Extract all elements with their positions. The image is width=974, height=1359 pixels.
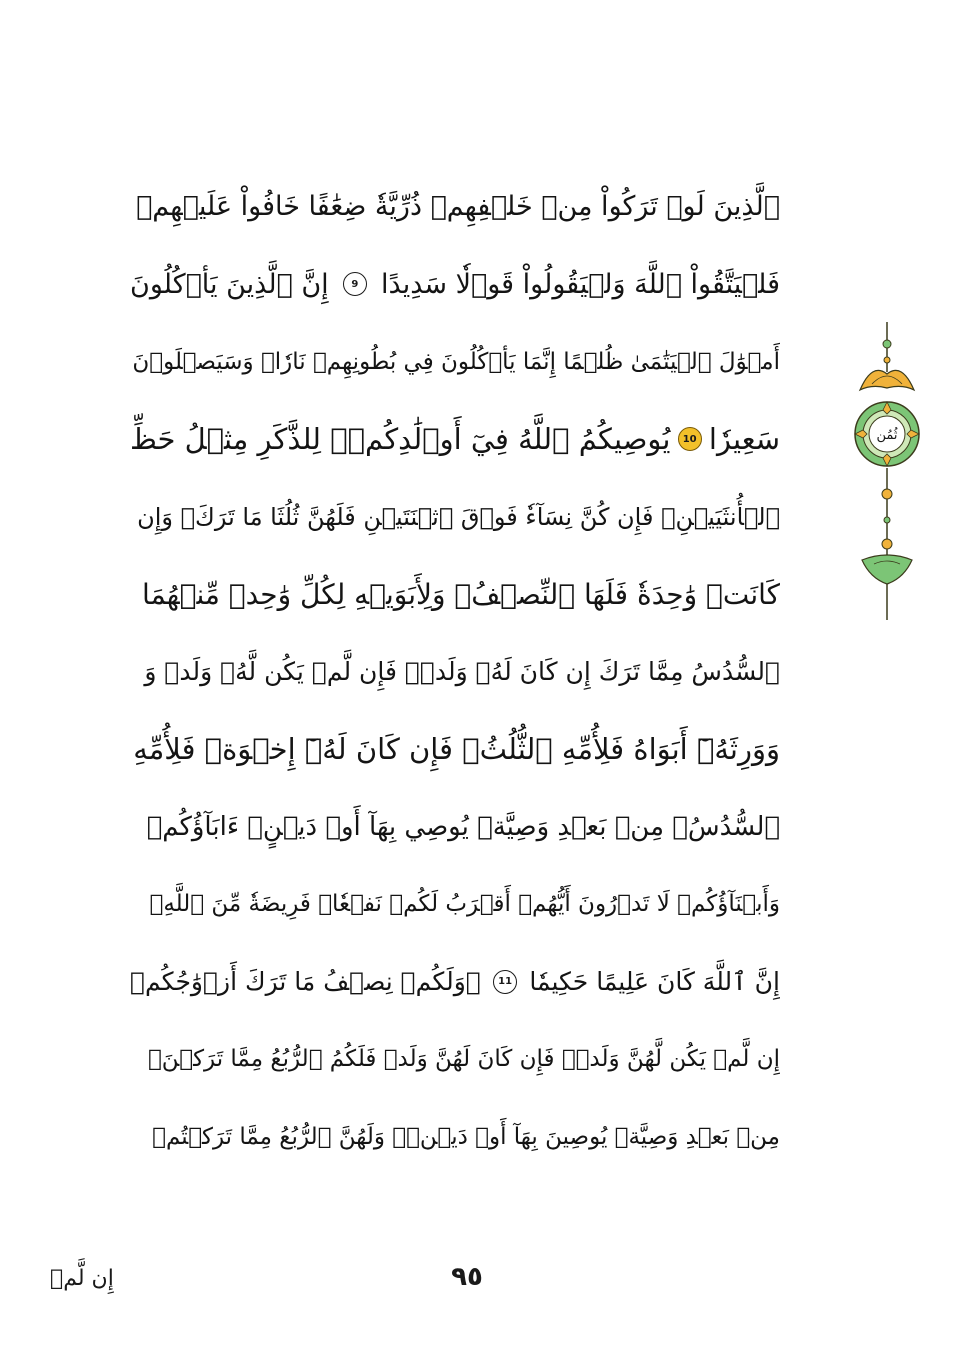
text-line-4	[130, 401, 780, 479]
text-line-11	[130, 943, 780, 1021]
line-6-text: كَانَتۡ وَٰحِدَةٗ فَلَهَا ٱلنِّصۡفُۚ وَلِأَبَوَيۡهِ لِكُلِّ وَٰحِدٖ مِّنۡهُمَا	[142, 577, 780, 611]
text-line-6	[130, 556, 780, 634]
text-line-12	[130, 1021, 780, 1099]
text-line-9	[130, 788, 780, 866]
line-4-text-b: يُوصِيكُمُ ٱللَّهُ فِيٓ أَوۡلَٰدِكُمۡۖ لِلذَّكَرِ مِثۡلُ حَظِّ	[130, 422, 671, 457]
hizb-margin-ornament-icon	[852, 322, 922, 622]
text-line-13	[130, 1098, 780, 1176]
line-11-text-b: ۞وَلَكُمۡ نِصۡفُ مَا تَرَكَ أَزۡوَٰجُكُمۡ	[130, 967, 481, 997]
line-9-text: ٱلسُّدُسُۚ مِنۢ بَعۡدِ وَصِيَّةٖ يُوصِي بِهَآ أَوۡ دَيۡنٍۗ ءَابَآؤُكُمۡ	[146, 811, 780, 842]
line-11-text-a: إِنَّ ٱللَّهَ كَانَ عَلِيمًا حَكِيمٗا	[529, 967, 780, 997]
line-10-text: وَأَبۡنَآؤُكُمۡ لَا تَدۡرُونَ أَيُّهُمۡ أَقۡرَبُ لَكُمۡ نَفۡعٗاۚ فَرِيضَةٗ مِّنَ ٱللَّهِۗ	[149, 891, 780, 918]
line-7-text: ٱلسُّدُسُ مِمَّا تَرَكَ إِن كَانَ لَهُۥ وَلَدٞۚ فَإِن لَّمۡ يَكُن لَّهُۥ وَلَدٞ وَ	[144, 657, 780, 687]
line-1-text: ٱلَّذِينَ لَوۡ تَرَكُواْ مِنۡ خَلۡفِهِمۡ ذُرِّيَّةٗ ضِعَٰفًا خَافُواْ عَلَيۡهِمۡ	[136, 191, 780, 223]
line-3-text: أَمۡوَٰلَ ٱلۡيَتَٰمَىٰ ظُلۡمًا إِنَّمَا يَأۡكُلُونَ فِي بُطُونِهِمۡ نَارٗاۖ وَسَيَصۡلَوۡنَ	[132, 348, 780, 375]
line-13-text: مِنۢ بَعۡدِ وَصِيَّةٖ يُوصِينَ بِهَآ أَوۡ دَيۡنٖۚ وَلَهُنَّ ٱلرُّبُعُ مِمَّا تَرَكۡتُمۡ	[152, 1123, 780, 1150]
text-line-1	[130, 168, 780, 246]
line-12-text: إِن لَّمۡ يَكُن لَّهُنَّ وَلَدٞۚ فَإِن كَانَ لَهُنَّ وَلَدٞ فَلَكُمُ ٱلرُّبُعُ مِمَّا تَرَكۡنَۚ	[147, 1046, 780, 1073]
line-8-text: وَوَرِثَهُۥٓ أَبَوَاهُ فَلِأُمِّهِ ٱلثُّلُثُۚ فَإِن كَانَ لَهُۥٓ إِخۡوَةٞ فَلِأُمِّهِ	[133, 732, 780, 767]
ayah-end-marker-11: 11	[493, 970, 517, 994]
text-line-3	[130, 323, 780, 401]
text-line-7	[130, 633, 780, 711]
line-5-text: ٱلۡأُنثَيَيۡنِۚ فَإِن كُنَّ نِسَآءٗ فَوۡقَ ٱثۡنَتَيۡنِ فَلَهُنَّ ثُلُثَا مَا تَرَكَۖ وَإِن	[137, 502, 780, 531]
quran-text-block	[130, 168, 780, 1176]
text-line-2	[130, 246, 780, 324]
ayah-end-marker-10: 10	[678, 427, 702, 451]
page-number: ٩٥	[451, 1262, 483, 1292]
ayah-end-marker-9: 9	[343, 272, 367, 296]
line-2-text-a: فَلۡيَتَّقُواْ ٱللَّهَ وَلۡيَقُولُواْ قَوۡلٗا سَدِيدًا	[381, 268, 780, 300]
line-4-text-a: سَعِيرٗا	[708, 422, 780, 457]
catchword: إِن لَّمۡ	[50, 1266, 114, 1291]
line-2-text-b: إِنَّ ٱلَّذِينَ يَأۡكُلُونَ	[130, 268, 329, 300]
text-line-8	[130, 711, 780, 789]
text-line-10	[130, 866, 780, 944]
text-line-5	[130, 478, 780, 556]
hizb-ornament-label: ثُمُن	[876, 428, 898, 443]
